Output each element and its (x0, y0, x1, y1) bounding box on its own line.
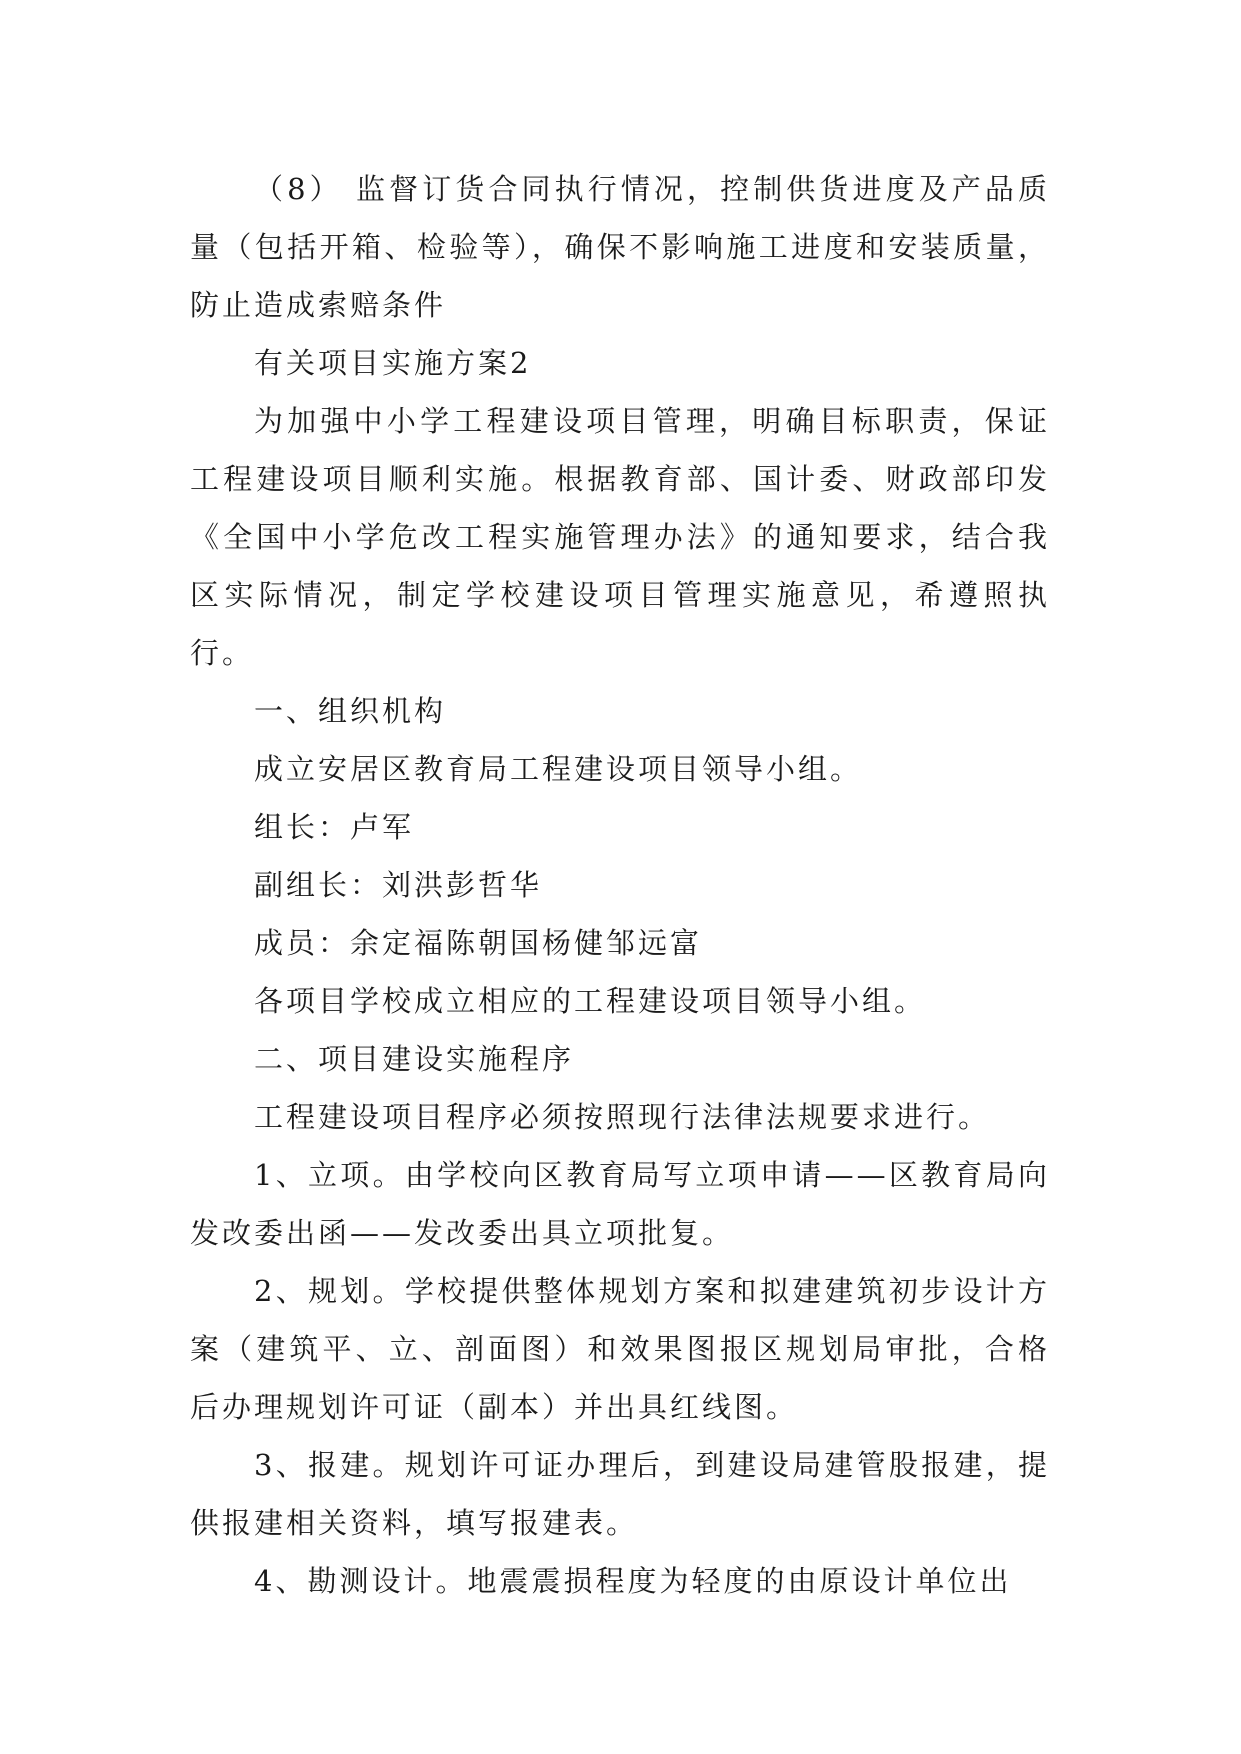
paragraph: 3、报建。规划许可证办理后，到建设局建管股报建，提供报建相关资料，填写报建表。 (190, 1448, 1050, 1540)
paragraph: 为加强中小学工程建设项目管理，明确目标职责，保证工程建设项目顺利实施。根据教育部、国计委、财政部印发《全国中小学危改工程实施管理办法》的通知要求，结合我区实际情况，制定学校建设项目管理实施意见，希遵照执行。 (190, 404, 1050, 670)
section-heading: 二、项目建设实施程序 (254, 1042, 575, 1076)
section-heading: 一、组织机构 (254, 694, 447, 728)
paragraph: 1、立项。由学校向区教育局写立项申请——区教育局向发改委出函——发改委出具立项批复。 (190, 1158, 1050, 1250)
section-title: 有关项目实施方案2 (254, 346, 532, 380)
paragraph: 工程建设项目程序必须按照现行法律法规要求进行。 (254, 1100, 991, 1134)
list-item: 组长：卢军 (254, 810, 415, 844)
paragraph: 成立安居区教育局工程建设项目领导小组。 (254, 752, 863, 786)
paragraph: （8） 监督订货合同执行情况，控制供货进度及产品质量（包括开箱、检验等），确保不影响施工进度和安装质量，防止造成索赔条件 (190, 172, 1050, 322)
list-item: 成员：余定福陈朝国杨健邹远富 (254, 926, 703, 960)
paragraph: 2、规划。学校提供整体规划方案和拟建建筑初步设计方案（建筑平、立、剖面图）和效果图报区规划局审批，合格后办理规划许可证（副本）并出具红线图。 (190, 1274, 1050, 1424)
list-item: 副组长：刘洪彭哲华 (254, 868, 543, 902)
paragraph: 各项目学校成立相应的工程建设项目领导小组。 (254, 984, 927, 1018)
document-body (190, 160, 1050, 1610)
paragraph: 4、勘测设计。地震震损程度为轻度的由原设计单位出 (254, 1564, 1012, 1598)
